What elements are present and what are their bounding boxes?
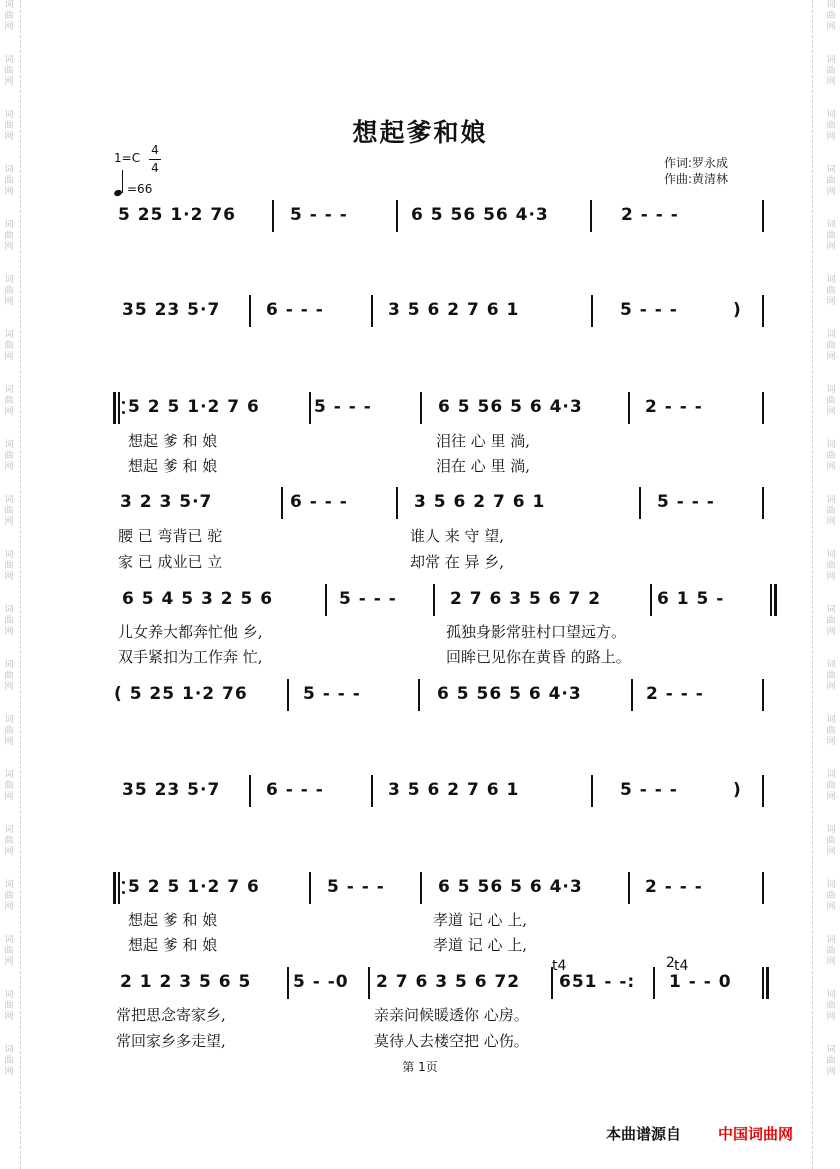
bar-line <box>639 487 641 519</box>
lyric-line: 孝道 记 心 上, <box>433 911 528 929</box>
bar-line <box>653 967 655 999</box>
measure-notes: 5 - - - <box>620 780 678 800</box>
bar-line <box>272 200 274 232</box>
lyric-line: 回眸已见你在黄昏 的路上。 <box>446 648 631 666</box>
time-signature <box>149 143 161 176</box>
measure-notes: 3 5 6 2 7 6 1 <box>388 780 520 800</box>
lyric-line: 想起 爹 和 娘 <box>128 911 218 929</box>
lyric-line: 儿女养大都奔忙他 乡, <box>118 623 263 641</box>
final-bar-line <box>774 584 777 616</box>
measure-notes: 6 - - - <box>266 300 324 320</box>
measure-notes: 35 23 5·7 <box>122 300 221 320</box>
measure-notes: ( 5 25 1·2 76 <box>114 684 248 704</box>
bar-line <box>762 872 764 904</box>
bar-line <box>287 967 289 999</box>
bar-line <box>309 872 311 904</box>
right-cut-line <box>812 0 813 1169</box>
bar-line <box>762 295 764 327</box>
measure-notes: 5 - - - <box>314 397 372 417</box>
measure-notes: 651 - -: <box>559 972 636 992</box>
left-watermark-strip: 词 曲 网 词 曲 网 词 曲 网 词 曲 网 词 曲 网 词 曲 网 词 曲 网 词 曲 网 词 曲 网 词 曲 网 词 曲 网 词 曲 网 词 曲 网 词 曲 网 词 曲 网 词 曲 网 词 曲 网 词 曲 网 词 曲 网 词 曲 网 <box>4 0 14 1077</box>
composer-credit: 作曲:黄清林 <box>664 172 729 186</box>
measure-notes: 1 - - 0 <box>669 972 732 992</box>
measure-notes: 2 - - - <box>621 205 679 225</box>
measure-notes: ) <box>733 780 742 800</box>
measure-notes: 6 - - - <box>290 492 348 512</box>
measure-notes: 6 5 56 56 4·3 <box>411 205 549 225</box>
bar-line <box>433 584 435 616</box>
bar-line <box>770 584 772 616</box>
left-cut-line <box>20 0 21 1169</box>
measure-notes: 6 5 56 5 6 4·3 <box>438 397 583 417</box>
lyric-line: 亲亲问候暖透你 心房。 <box>374 1006 529 1024</box>
bar-line <box>325 584 327 616</box>
measure-notes: 3 2 3 5·7 <box>120 492 213 512</box>
footer-site-link[interactable]: 中国词曲网 <box>718 1125 794 1143</box>
measure-notes: 6 5 4 5 3 2 5 6 <box>122 589 274 609</box>
bar-line <box>762 967 764 999</box>
measure-notes: 5 2 5 1·2 7 6 <box>128 397 260 417</box>
key-signature: 1=C <box>114 151 141 165</box>
time-signature-bottom: 4 <box>151 161 159 175</box>
lyric-line: 却常 在 异 乡, <box>410 553 505 571</box>
final-bar-line <box>766 967 769 999</box>
lyric-line: 常把思念寄家乡, <box>116 1006 226 1024</box>
bar-line <box>762 200 764 232</box>
measure-notes: 3 5 6 2 7 6 1 <box>388 300 520 320</box>
bar-line <box>418 679 420 711</box>
measure-notes: 2 7 6 3 5 6 7 2 <box>450 589 602 609</box>
measure-notes: 6 5 56 5 6 4·3 <box>438 877 583 897</box>
measure-notes: 6 1 5 - <box>657 589 725 609</box>
measure-notes: 2 - - - <box>645 877 703 897</box>
measure-notes: 5 - - - <box>290 205 348 225</box>
bar-line <box>371 295 373 327</box>
measure-notes: 5 - - - <box>303 684 361 704</box>
measure-notes: 5 2 5 1·2 7 6 <box>128 877 260 897</box>
bar-line <box>249 295 251 327</box>
right-watermark-strip: 词 曲 网 词 曲 网 词 曲 网 词 曲 网 词 曲 网 词 曲 网 词 曲 网 词 曲 网 词 曲 网 词 曲 网 词 曲 网 词 曲 网 词 曲 网 词 曲 网 词 曲 网 词 曲 网 词 曲 网 词 曲 网 词 曲 网 词 曲 网 <box>826 0 836 1077</box>
lyric-line: 谁人 来 守 望, <box>410 527 505 545</box>
bar-line <box>287 679 289 711</box>
bar-line <box>762 775 764 807</box>
overlay-mark: t4 <box>552 958 567 974</box>
measure-notes: 5 - -0 <box>293 972 349 992</box>
lyric-line: 莫待人去楼空把 心伤。 <box>374 1032 529 1050</box>
measure-notes: 35 23 5·7 <box>122 780 221 800</box>
bar-line <box>762 679 764 711</box>
measure-notes: ) <box>733 300 742 320</box>
page-number: 第 1页 <box>402 1060 438 1074</box>
lyric-line: 泪在 心 里 淌, <box>436 457 531 475</box>
bar-line <box>628 872 630 904</box>
measure-notes: 2 - - - <box>645 397 703 417</box>
bar-line <box>762 392 764 424</box>
measure-notes: 5 - - - <box>339 589 397 609</box>
lyric-line: 想起 爹 和 娘 <box>128 936 218 954</box>
bar-line <box>371 775 373 807</box>
lyric-line: 家 已 成业已 立 <box>118 553 223 571</box>
measure-notes: 5 25 1·2 76 <box>118 205 237 225</box>
bar-line <box>309 392 311 424</box>
measure-notes: 6 - - - <box>266 780 324 800</box>
lyric-line: 孝道 记 心 上, <box>433 936 528 954</box>
bar-line <box>249 775 251 807</box>
quarter-note-icon <box>114 170 124 196</box>
footer-source-label: 本曲谱源自 <box>606 1125 682 1143</box>
lyric-line: 常回家乡多走望, <box>116 1032 226 1050</box>
bar-line <box>591 775 593 807</box>
bar-line <box>368 967 370 999</box>
measure-notes: 2 - - - <box>646 684 704 704</box>
bar-line <box>591 295 593 327</box>
bar-line <box>396 200 398 232</box>
bar-line <box>650 584 652 616</box>
lyric-line: 孤独身影常驻村口望远方。 <box>446 623 627 641</box>
time-signature-top: 4 <box>151 143 159 157</box>
song-title: 想起爹和娘 <box>352 118 488 147</box>
measure-notes: 5 - - - <box>620 300 678 320</box>
lyricist-credit: 作词:罗永成 <box>664 156 729 170</box>
lyric-line: 想起 爹 和 娘 <box>128 432 218 450</box>
measure-notes: 5 - - - <box>657 492 715 512</box>
measure-notes: 3 5 6 2 7 6 1 <box>414 492 546 512</box>
overlay-mark: 2 <box>666 955 675 971</box>
measure-notes: 5 - - - <box>327 877 385 897</box>
lyric-line: 腰 已 弯背已 驼 <box>118 527 223 545</box>
bar-line <box>628 392 630 424</box>
lyric-line: 泪往 心 里 淌, <box>436 432 531 450</box>
lyric-line: 想起 爹 和 娘 <box>128 457 218 475</box>
bar-line <box>396 487 398 519</box>
bar-line <box>631 679 633 711</box>
bar-line <box>590 200 592 232</box>
overlay-mark: t4 <box>674 958 689 974</box>
bar-line <box>420 872 422 904</box>
bar-line <box>762 487 764 519</box>
bar-line <box>281 487 283 519</box>
measure-notes: 6 5 56 5 6 4·3 <box>437 684 582 704</box>
measure-notes: 2 7 6 3 5 6 72 <box>376 972 521 992</box>
measure-notes: 2 1 2 3 5 6 5 <box>120 972 252 992</box>
bar-line <box>420 392 422 424</box>
tempo-marking: =66 <box>127 182 153 196</box>
lyric-line: 双手紧扣为工作奔 忙, <box>118 648 263 666</box>
